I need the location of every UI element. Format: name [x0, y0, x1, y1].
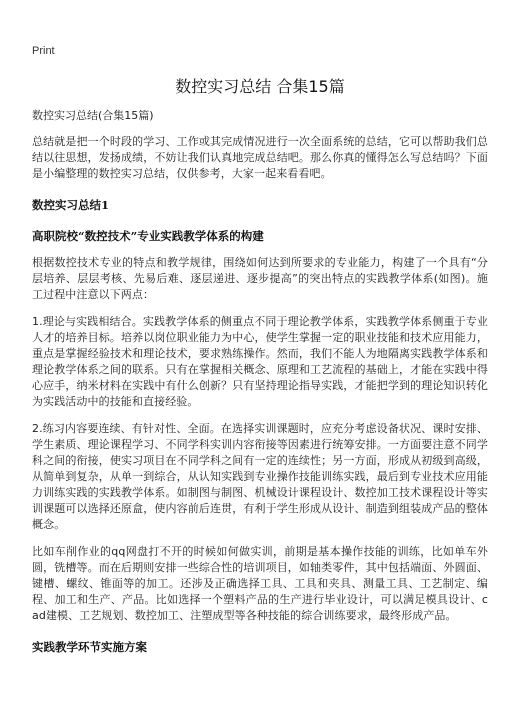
paragraph-turning-example: 比如车削作业的qq网盘打不开的时候如何做实训，前期是基本操作技能的训练，比如单车外圆，铣槽等。而在后期则安排一些综合性的培训项目，如轴类零件，其中包括端面、外圆面、键槽、螺纹、锥面等的加工。还涉及正确选择工具、工具和夹具、测量工具、工艺制定、编程、加工和生产、产品。比如选择一个塑料产品的生产进行毕业设计，可以满足模具设计、cad建模、工艺规划、数控加工、注塑成型等各种技能的综合训练要求，最终形成产品。	[32, 545, 488, 622]
section-subheading-1: 高职院校“数控技术”专业实践教学体系的构建	[32, 229, 264, 243]
page-title: 数控实习总结 合集15篇	[175, 77, 345, 96]
paragraph-overview: 根据数控技术专业的特点和教学规律，围绕如何达到所要求的专业能力，构建了一个具有“分层培养、层层考核、先易后难、逐层递进、逐步提高”的突出特点的实践教学体系(如图)。施工过程中注意以下两点：	[32, 256, 488, 301]
intro-paragraph: 总结就是把一个时段的学习、工作或其完成情况进行一次全面系统的总结，它可以帮助我们总结以往思想，发扬成绩，不妨让我们认真地完成总结吧。那么你真的懂得怎么写总结吗？下面是小编整理的数控实习总结，仅供参考，大家一起来看看吧。	[32, 135, 488, 180]
document-subtitle: 数控实习总结(合集15篇)	[32, 109, 154, 122]
print-label[interactable]: Print	[32, 45, 55, 57]
paragraph-practice-content: 2.练习内容要连续、有针对性、全面。在选择实训课题时，应充分考虑设备状况、课时安排、学生素质、理论课程学习、不同学科实训内容衔接等因素进行统筹安排。一方面要注意不同学科之间的衔接，使实习项目在不同学科之间有一定的连续性；另一方面，形成从初级到高级，从简单到复杂，从单一到综合，从认知实践到专业操作技能训练实践，最后到专业技术应用能力训练实践的实践教学体系。如制图与制图、机械设计课程设计、数控加工技术课程设计等实训课题可以选择还原盒，使内容前后连贯，有利于学生形成从设计、制造到组装成产品的整体概念。	[32, 422, 488, 531]
paragraph-theory-practice: 1.理论与实践相结合。实践教学体系的侧重点不同于理论教学体系，实践教学体系侧重于专业人才的培养目标。培养以岗位职业能力为中心，使学生掌握一定的职业技能和技术应用能力，重点是掌握经验技术和理论技术，要求熟练操作。然而，我们不能人为地隔离实践教学体系和理论教学体系之间的联系。只有在掌握相关概念、原理和工艺流程的基础上，才能在实践中得心应手，纳米材料在实践中有什么创新？只有坚持理论指导实践，才能把学到的理论知识转化为实践活动中的技能和直接经验。	[32, 315, 488, 408]
section-heading-2: 实践教学环节实施方案	[32, 640, 147, 654]
section-heading-1: 数控实习总结1	[32, 198, 110, 212]
